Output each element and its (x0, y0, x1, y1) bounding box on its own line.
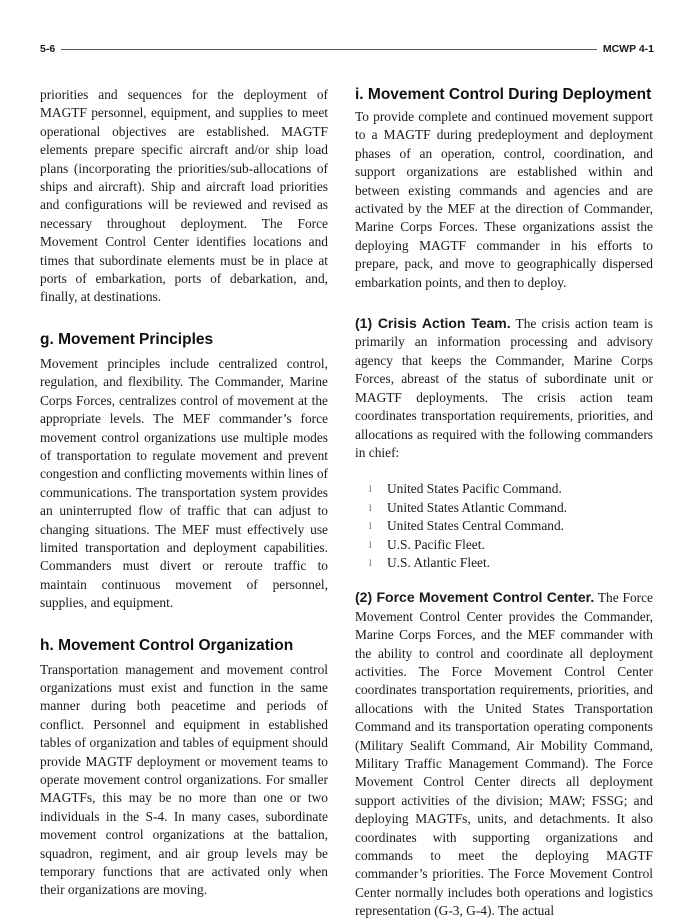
list-item (369, 517, 653, 535)
section-h-heading: h. Movement Control Organization (40, 636, 294, 654)
commanders-list (355, 480, 653, 572)
section-i-heading: i. Movement Control During Deployment (355, 86, 652, 103)
subsection-1-paragraph (355, 314, 653, 462)
subsection-1-body: The crisis action team is primarily an information processing and advisory agency that keeps the Commander, Marine Corps Forces, abreast of the status of subordinate unit or MAGTF deployments. The crisis action team coordinates transportation requirements, priorities, and allocations as required with the following commanders in chief: (355, 316, 653, 460)
page-number: 5-6 (40, 43, 56, 55)
list-item (369, 554, 653, 572)
bullet-icon: l (369, 502, 372, 513)
section-g-body: Movement principles include centralized control, regulation, and flexibility. The Commander, Marine Corps Forces, centralizes control of movement at the appropriate levels. The MEF commander’s force movement control organizations use multiple modes of transportation to regulate movement and prevent congestion and conflicting movements within lines of communications. The transportation system provides an uninterrupted flow of traffic that can adjust to changing situations. The MEF must effectively use limited transportation and deployment capabilities. Commanders must divert or reroute traffic to maintain continuous movement of personnel, supplies, and equipment. (40, 355, 328, 611)
list-item-text: United States Central Command. (387, 518, 565, 534)
list-item-text: United States Atlantic Command. (387, 499, 568, 515)
list-item-text: United States Pacific Command. (387, 481, 562, 497)
section-i-body: To provide complete and continued movement support to a MAGTF during predeployment and deployment phases of an operation, control, coordination, and support organizations are established within and between existing commands and agencies and are activated by the MEF at the direction of Commander, Marine Corps Forces. These organizations assist the deploying MAGTF commander in his efforts to prepare, pack, and move to geographically dispersed embarkation points, and then to deploy. (355, 109, 653, 290)
section-i (355, 86, 653, 292)
document-id: MCWP 4-1 (602, 43, 654, 55)
subsection-2-heading: (2) Force Movement Control Center. (355, 589, 595, 606)
section-h (40, 637, 328, 900)
subsection-2-body: The Force Movement Control Center provides the Commander, Marine Corps Forces, and the MEF commander with the ability to control and coordinate all deployment activities. The Force Movement Control Center coordinates transportation requirements, priorities, and allocations with the United States Transportation Command and its transportation operating components (Military Sealift Command, Air Mobility Command, Military Traffic Management Command). The Force Movement Control Center directs all deployment support activities of the division; MAW; FSSG; and deploying MAGTFs, units, and detachments. It also coordinates with supporting organizations and commands to meet the deploying MAGTF commander’s priorities. The Force Movement Control Center normally includes both operations and logistics representation (G-3, G-4). The actual (355, 590, 653, 919)
header-rule (61, 49, 597, 50)
list-item-text: U.S. Atlantic Fleet. (387, 554, 491, 570)
section-g-heading: g. Movement Principles (40, 330, 214, 348)
section-h-body: Transportation management and movement control organizations must exist and function in the same manner during both peacetime and periods of conflict. Personnel and equipment in established tables of organization and tables of equipment should provide MAGTF deployment or movement teams to operate movement control organizations. For smaller MAGTFs, this may be no more than one or two individuals in the S-4. In many cases, subordinate movement control organizations at the battalion, squadron, regiment, and air group levels may be temporary functions that are activated only when their organizations are moving. (40, 661, 328, 898)
list-item (369, 536, 653, 554)
bullet-icon: l (369, 521, 372, 532)
intro-paragraph: priorities and sequences for the deployment of MAGTF personnel, equipment, and supplies to meet operational objectives are established. MAGTF elements prepare specific aircraft and/or ship load plans (incorporating the priorities/sub-allocations of ships and aircraft). Ship and aircraft load priorities and configurations will be reviewed and revised as necessary throughout deployment. The Force Movement Control Center identifies locations and times that subordinate elements must be in place at ports of embarkation, ports of debarkation, and, finally, at destinations. (40, 87, 328, 305)
bullet-icon: l (369, 557, 372, 568)
page-header (40, 42, 654, 56)
subsection-2-paragraph (355, 588, 653, 920)
left-column (40, 86, 328, 900)
bullet-icon: l (369, 484, 372, 495)
section-g (40, 331, 328, 613)
subsection-crisis-action-team (355, 314, 653, 572)
list-item (369, 499, 653, 517)
list-item-text: U.S. Pacific Fleet. (387, 536, 485, 552)
subsection-force-movement-control-center (355, 588, 653, 920)
list-item (369, 480, 653, 498)
subsection-1-heading: (1) Crisis Action Team. (355, 315, 511, 332)
right-column (355, 86, 653, 921)
bullet-icon: l (369, 539, 372, 550)
